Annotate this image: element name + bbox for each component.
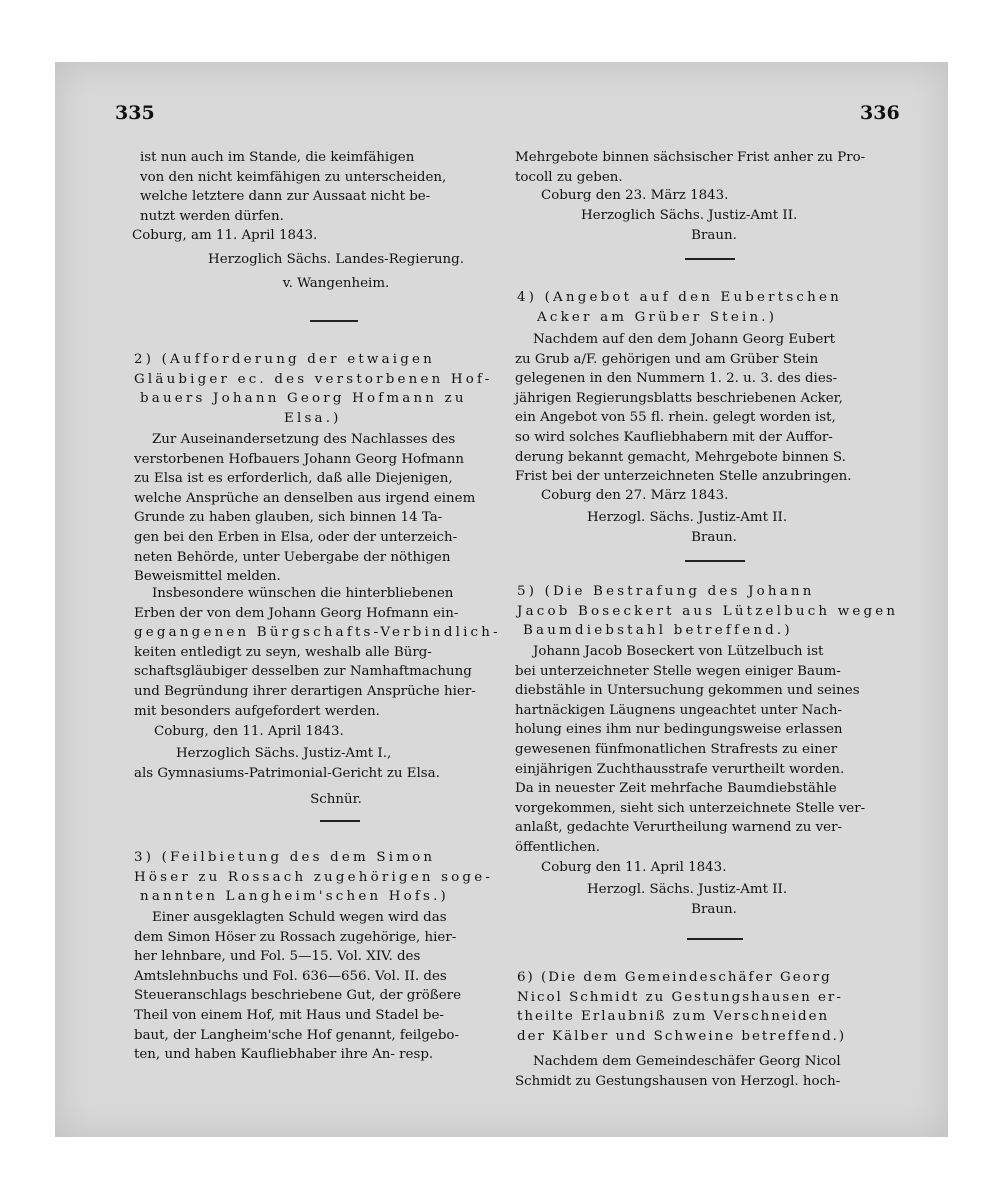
heading-line: 3) (Feilbietung des dem Simon — [134, 850, 436, 865]
text-line: Schmidt zu Gestungshausen von Herzogl. hoch- — [515, 1073, 841, 1089]
continuation-date: Coburg den 23. März 1843. — [541, 188, 729, 203]
section-5-authority: Herzogl. Sächs. Justiz-Amt II. — [587, 882, 788, 897]
section-2-date: Coburg, den 11. April 1843. — [154, 724, 344, 739]
section-4-heading — [517, 288, 937, 327]
section-4-signature: Braun. — [691, 530, 737, 545]
heading-line: 4) (Angebot auf den Eubertschen — [517, 290, 842, 305]
text-line: neten Behörde, unter Uebergabe der nöthigen — [134, 549, 451, 565]
text-line: schaftsgläubiger desselben zur Namhaftmachung — [134, 664, 472, 680]
text-line: gen bei den Erben in Elsa, oder der unterzeich- — [134, 529, 458, 545]
text-line: holung eines ihm nur bedingungsweise erlassen — [515, 722, 843, 738]
text-line: welche Ansprüche an denselben aus irgend einem — [134, 490, 476, 506]
section-6-paragraph — [515, 1052, 913, 1091]
text-line: Theil von einem Hof, mit Haus und Stadel be- — [134, 1007, 444, 1023]
heading-line: Baumdiebstahl betreffend.) — [523, 623, 793, 639]
heading-line: Gläubiger ec. des verstorbenen Hof- — [134, 371, 493, 387]
section-divider — [687, 938, 743, 940]
section-5-signature: Braun. — [691, 902, 737, 917]
text-line: Steueranschlags beschriebene Gut, der größere — [134, 988, 461, 1004]
section-2-paragraph-2 — [134, 584, 534, 721]
text-line: Mehrgebote binnen sächsischer Frist anher zu Pro- — [515, 150, 866, 165]
text-line: ist nun auch im Stande, die keimfähigen — [140, 150, 415, 165]
section-4-authority: Herzogl. Sächs. Justiz-Amt II. — [587, 510, 788, 525]
text-line: und Begründung ihrer derartigen Ansprüche hier- — [134, 683, 476, 699]
text-line: dem Simon Höser zu Rossach zugehörige, hier- — [134, 929, 457, 945]
text-line: Einer ausgeklagten Schuld wegen wird das — [152, 910, 447, 925]
text-line: baut, der Langheim'sche Hof genannt, feilgebo- — [134, 1027, 459, 1043]
heading-line: Höser zu Rossach zugehörigen soge- — [134, 869, 494, 885]
text-line: verstorbenen Hofbauers Johann Georg Hofmann — [134, 451, 464, 467]
scanned-page — [55, 62, 948, 1137]
text-line: Amtslehnbuchs und Fol. 636—656. Vol. II. des — [134, 968, 447, 984]
text-line: Erben der von dem Johann Georg Hofmann ein- — [134, 605, 459, 621]
section-divider — [685, 560, 745, 562]
page-number-right: 336 — [860, 102, 900, 124]
heading-line: 5) (Die Bestrafung des Johann — [517, 584, 815, 599]
heading-line: der Kälber und Schweine betreffend.) — [517, 1028, 847, 1044]
section-divider — [310, 320, 358, 322]
section-2-paragraph-1 — [134, 430, 534, 587]
continuation-paragraph — [515, 148, 913, 187]
section-3-paragraph — [134, 908, 534, 1065]
text-line: ten, und haben Kaufliebhaber ihre An- resp. — [134, 1047, 434, 1063]
text-line: Zur Auseinandersetzung des Nachlasses des — [152, 432, 456, 447]
text-line: keiten entledigt zu seyn, weshalb alle Bürg- — [134, 644, 432, 660]
page-number-left: 335 — [115, 102, 155, 124]
text-line: her lehnbare, und Fol. 5—15. Vol. XIV. des — [134, 949, 421, 965]
text-line: vorgekommen, sieht sich unterzeichnete Stelle ver- — [515, 800, 866, 816]
intro-signature: v. Wangenheim. — [282, 276, 390, 291]
text-line: zu Elsa ist es erforderlich, daß alle Diejenigen, — [134, 471, 453, 487]
text-line: nutzt werden dürfen. — [140, 208, 284, 224]
text-line: jährigen Regierungsblatts beschriebenen Acker, — [515, 390, 843, 406]
section-2-heading — [134, 350, 554, 428]
text-line: derung bekannt gemacht, Mehrgebote binnen S. — [515, 449, 846, 465]
section-divider — [685, 258, 735, 260]
section-2-signature: Schnür. — [310, 792, 362, 807]
section-6-heading — [517, 968, 937, 1046]
section-5-heading — [517, 582, 937, 641]
section-divider — [320, 820, 360, 822]
intro-paragraph — [140, 148, 532, 226]
section-4-date: Coburg den 27. März 1843. — [541, 488, 729, 503]
heading-line: Nicol Schmidt zu Gestungshausen er- — [517, 989, 843, 1005]
text-line: Insbesondere wünschen die hinterbliebenen — [152, 586, 454, 601]
text-line: Grunde zu haben glauben, sich binnen 14 Ta- — [134, 510, 443, 526]
heading-line: Elsa.) — [284, 410, 342, 426]
text-line: zu Grub a/F. gehörigen und am Grüber Stein — [515, 351, 819, 367]
section-4-paragraph — [515, 330, 913, 487]
section-2-authority-line-2: als Gymnasiums-Patrimonial-Gericht zu Elsa. — [134, 766, 440, 781]
text-line: tocoll zu geben. — [515, 169, 623, 185]
text-line: gelegenen in den Nummern 1. 2. u. 3. des dies- — [515, 371, 838, 387]
heading-line: bauers Johann Georg Hofmann zu — [140, 391, 467, 407]
text-line: Frist bei der unterzeichneten Stelle anzubringen. — [515, 469, 852, 485]
intro-date: Coburg, am 11. April 1843. — [132, 228, 318, 243]
text-line: Da in neuester Zeit mehrfache Baumdiebstähle — [515, 781, 837, 797]
text-line: ein Angebot von 55 fl. rhein. gelegt worden ist, — [515, 410, 836, 426]
heading-line: Jacob Boseckert aus Lützelbuch wegen — [517, 603, 899, 619]
text-line: welche letztere dann zur Aussaat nicht be- — [140, 189, 431, 205]
text-line: öffentlichen. — [515, 839, 600, 855]
text-line: hartnäckigen Läugnens ungeachtet unter Nach- — [515, 702, 842, 718]
text-line: mit besonders aufgefordert werden. — [134, 703, 380, 719]
text-line: einjährigen Zuchthausstrafe verurtheilt worden. — [515, 761, 845, 777]
heading-line: 6) (Die dem Gemeindeschäfer Georg — [517, 970, 832, 985]
text-line: bei unterzeichneter Stelle wegen einiger Baum- — [515, 663, 841, 679]
heading-line: theilte Erlaubniß zum Verschneiden — [517, 1009, 830, 1025]
text-line: anlaßt, gedachte Verurtheilung warnend zu ver- — [515, 820, 843, 836]
text-line: gegangenen Bürgschafts-Verbindlich- — [134, 625, 501, 641]
text-line: gewesenen fünfmonatlichen Strafrests zu einer — [515, 741, 838, 757]
text-line: Nachdem auf den dem Johann Georg Eubert — [533, 332, 836, 347]
text-line: so wird solches Kaufliebhabern mit der Auffor- — [515, 429, 833, 445]
heading-line: 2) (Aufforderung der etwaigen — [134, 352, 435, 367]
heading-line: nannten Langheim'schen Hofs.) — [140, 889, 449, 905]
text-line: Beweismittel melden. — [134, 569, 281, 585]
section-3-heading — [134, 848, 554, 907]
text-line: diebstähle in Untersuchung gekommen und seines — [515, 683, 860, 699]
heading-line: Acker am Grüber Stein.) — [537, 309, 778, 325]
intro-authority: Herzoglich Sächs. Landes-Regierung. — [208, 252, 464, 267]
continuation-authority: Herzoglich Sächs. Justiz-Amt II. — [581, 208, 798, 223]
section-5-date: Coburg den 11. April 1843. — [541, 860, 727, 875]
continuation-signature: Braun. — [691, 228, 737, 243]
text-line: Nachdem dem Gemeindeschäfer Georg Nicol — [533, 1054, 841, 1069]
text-line: Johann Jacob Boseckert von Lützelbuch ist — [533, 644, 824, 659]
section-2-authority-line-1: Herzoglich Sächs. Justiz-Amt I., — [176, 746, 392, 761]
section-5-paragraph — [515, 642, 913, 858]
text-line: von den nicht keimfähigen zu unterscheiden, — [140, 169, 447, 185]
